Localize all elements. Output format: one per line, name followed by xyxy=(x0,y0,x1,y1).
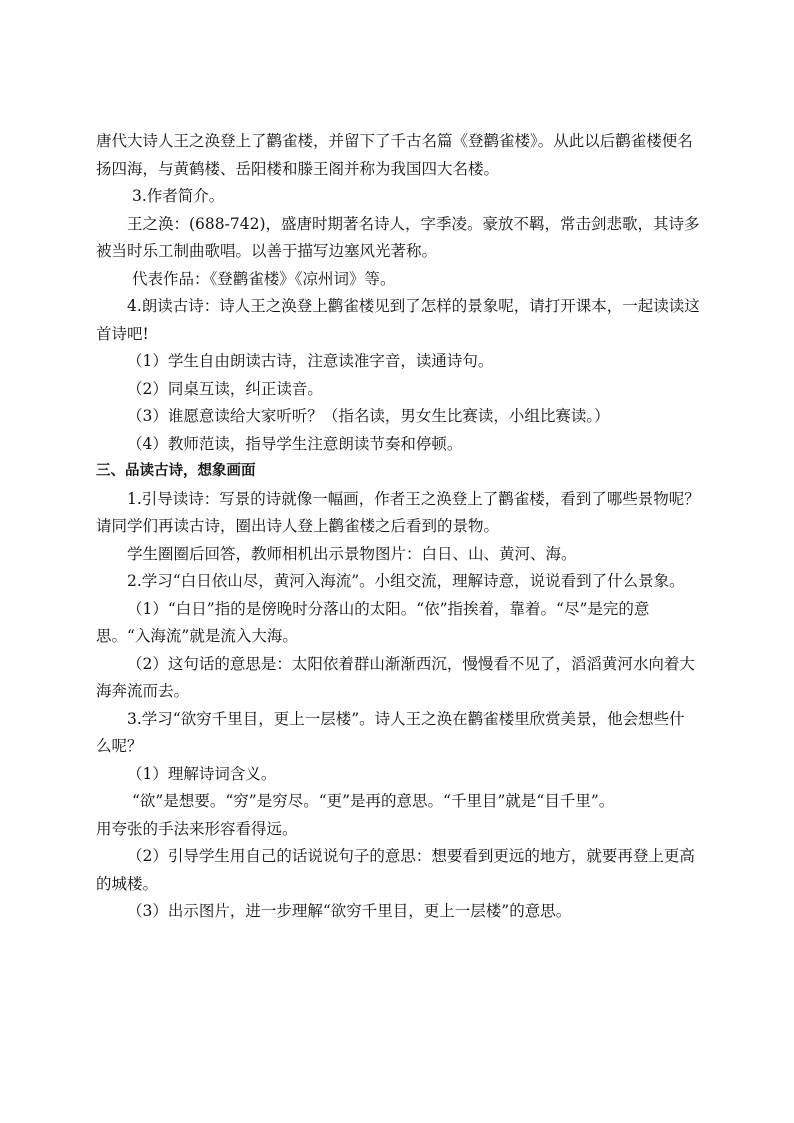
list-item: （2）同桌互读，纠正读音。 xyxy=(127,379,323,398)
list-item: （1）理解诗词含义。 xyxy=(127,764,277,783)
paragraph-line: 王之涣：(688-742)，盛唐时期著名诗人，字季凌。豪放不羁，常击剑悲歌，其诗多 xyxy=(127,214,700,233)
lesson-text xyxy=(96,128,720,926)
paragraph-line: 唐代大诗人王之涣登上了鹳雀楼，并留下了千古名篇《登鹳雀楼》。从此以后鹳雀楼便名 xyxy=(96,132,693,150)
paragraph-line: 用夸张的手法来形容看得远。 xyxy=(96,819,298,838)
list-item: （2）这句话的意思是：太阳依着群山渐渐西沉，慢慢看不见了，滔滔黄河水向着大 xyxy=(127,654,695,673)
paragraph-line: 的城楼。 xyxy=(96,874,159,893)
paragraph-line: 首诗吧! xyxy=(96,324,149,343)
paragraph-line: “欲”是想要。“穷”是穷尽。“更”是再的意思。“千里目”就是“目千里”。 xyxy=(132,792,615,810)
list-item: （1）学生自由朗读古诗，注意读准字音，读通诗句。 xyxy=(127,352,494,370)
paragraph-line: 1.引导读诗：写景的诗就像一幅画，作者王之涣登上了鹳雀楼，看到了哪些景物呢？ xyxy=(127,489,700,508)
paragraph-line: 请同学们再读古诗，圈出诗人登上鹳雀楼之后看到的景物。 xyxy=(96,517,500,535)
paragraph-line: 学生圈圈后回答，教师相机出示景物图片：白日、山、黄河、海。 xyxy=(127,544,577,563)
paragraph-line: 么呢？ xyxy=(96,737,143,755)
list-item: （4）教师范读，指导学生注意朗读节奏和停顿。 xyxy=(127,434,463,453)
paragraph-line: 代表作品：《登鹳雀楼》《凉州词》等。 xyxy=(132,269,396,288)
section-heading: 三、品读古诗，想象画面 xyxy=(96,463,256,479)
list-item: （3）谁愿意读给大家听听？（指名读，男女生比赛读，小组比赛读。） xyxy=(127,407,610,425)
paragraph-line: 海奔流而去。 xyxy=(96,682,190,700)
paragraph-line: 被当时乐工制曲歌唱。以善于描写边塞风光著称。 xyxy=(96,242,438,260)
paragraph-line: 扬四海，与黄鹤楼、岳阳楼和滕王阁并称为我国四大名楼。 xyxy=(96,159,500,178)
paragraph-line: 4.朗读古诗：诗人王之涣登上鹳雀楼见到了怎样的景象呢，请打开课本，一起读读这 xyxy=(127,297,700,315)
paragraph-line: 3.学习“欲穷千里目，更上一层楼”。诗人王之涣在鹳雀楼里欣赏美景，他会想些什 xyxy=(127,709,685,728)
list-item: （1）“白日”指的是傍晚时分落山的太阳。“依”指挨着，靠着。“尽”是完的意 xyxy=(127,599,650,618)
paragraph-line: 2.学习“白日依山尽，黄河入海流”。小组交流，理解诗意，说说看到了什么景象。 xyxy=(127,572,685,590)
paragraph-line: 思。“入海流”就是流入大海。 xyxy=(96,627,298,645)
section-title-author: 3.作者简介。 xyxy=(132,187,225,205)
list-item: （2）引导学生用自己的话说说句子的意思：想要看到更远的地方，就要再登上更高 xyxy=(127,847,695,865)
list-item: （3）出示图片，进一步理解“欲穷千里目，更上一层楼”的意思。 xyxy=(127,902,572,920)
